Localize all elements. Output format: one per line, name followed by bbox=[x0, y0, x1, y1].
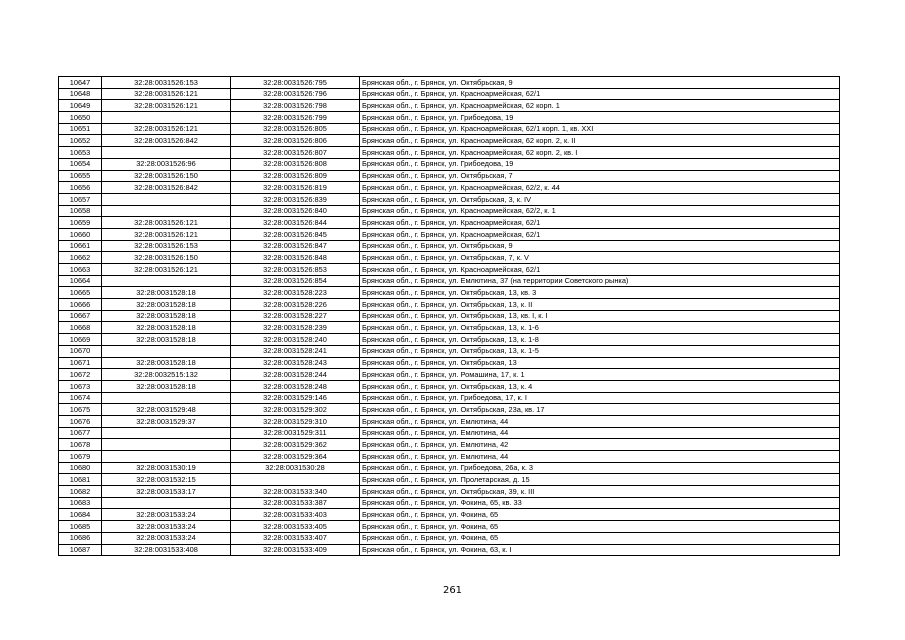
record-number-cell: 10678 bbox=[59, 439, 102, 451]
cadastral-number-cell: 32:28:0031526:840 bbox=[231, 205, 360, 217]
cadastral-number-cell: 32:28:0031526:839 bbox=[231, 193, 360, 205]
table-row bbox=[59, 205, 840, 217]
table-row bbox=[59, 462, 840, 474]
address-cell: Брянская обл., г. Брянск, ул. Октябрьская, 13, к. II bbox=[360, 299, 840, 311]
record-number-cell: 10679 bbox=[59, 451, 102, 463]
record-number-cell: 10668 bbox=[59, 322, 102, 334]
parent-cadastral-number-cell: 32:28:0031528:18 bbox=[102, 299, 231, 311]
address-cell: Брянская обл., г. Брянск, ул. Пролетарская, д. 15 bbox=[360, 474, 840, 486]
record-number-cell: 10664 bbox=[59, 275, 102, 287]
cadastral-number-cell: 32:28:0031526:808 bbox=[231, 158, 360, 170]
address-cell: Брянская обл., г. Брянск, ул. Октябрьская, 7 bbox=[360, 170, 840, 182]
address-cell: Брянская обл., г. Брянск, ул. Ромашина, 17, к. 1 bbox=[360, 369, 840, 381]
address-cell: Брянская обл., г. Брянск, ул. Октябрьская, 3, к. IV bbox=[360, 193, 840, 205]
table-row bbox=[59, 380, 840, 392]
cadastral-number-cell: 32:28:0031526:807 bbox=[231, 147, 360, 159]
table-row bbox=[59, 100, 840, 112]
table-row bbox=[59, 392, 840, 404]
parent-cadastral-number-cell: 32:28:0031526:121 bbox=[102, 123, 231, 135]
address-cell: Брянская обл., г. Брянск, ул. Красноармейская, 62/2, к. 44 bbox=[360, 182, 840, 194]
cadastral-number-cell: 32:28:0031526:805 bbox=[231, 123, 360, 135]
parent-cadastral-number-cell bbox=[102, 427, 231, 439]
record-number-cell: 10682 bbox=[59, 486, 102, 498]
parent-cadastral-number-cell: 32:28:0031526:96 bbox=[102, 158, 231, 170]
address-cell: Брянская обл., г. Брянск, ул. Октябрьская, 13, к. 1-6 bbox=[360, 322, 840, 334]
table-row bbox=[59, 147, 840, 159]
address-cell: Брянская обл., г. Брянск, ул. Октябрьская, 13, к. 4 bbox=[360, 380, 840, 392]
table-row bbox=[59, 439, 840, 451]
parent-cadastral-number-cell: 32:28:0031528:18 bbox=[102, 310, 231, 322]
address-cell: Брянская обл., г. Брянск, ул. Фокина, 65 bbox=[360, 532, 840, 544]
cadastral-number-cell: 32:28:0031526:854 bbox=[231, 275, 360, 287]
table-row bbox=[59, 252, 840, 264]
cadastral-number-cell: 32:28:0031528:243 bbox=[231, 357, 360, 369]
parent-cadastral-number-cell: 32:28:0031533:24 bbox=[102, 532, 231, 544]
parent-cadastral-number-cell: 32:28:0031526:842 bbox=[102, 182, 231, 194]
address-cell: Брянская обл., г. Брянск, ул. Фокина, 65 bbox=[360, 509, 840, 521]
record-number-cell: 10675 bbox=[59, 404, 102, 416]
cadastral-number-cell: 32:28:0031529:310 bbox=[231, 415, 360, 427]
parent-cadastral-number-cell: 32:28:0031526:153 bbox=[102, 77, 231, 89]
address-cell: Брянская обл., г. Брянск, ул. Красноармейская, 62/1 bbox=[360, 88, 840, 100]
record-number-cell: 10666 bbox=[59, 299, 102, 311]
cadastral-number-cell: 32:28:0031526:819 bbox=[231, 182, 360, 194]
parent-cadastral-number-cell bbox=[102, 147, 231, 159]
address-cell: Брянская обл., г. Брянск, ул. Октябрьская, 13, кв. I, к. I bbox=[360, 310, 840, 322]
cadastral-number-cell: 32:28:0031526:847 bbox=[231, 240, 360, 252]
record-number-cell: 10667 bbox=[59, 310, 102, 322]
cadastral-number-cell: 32:28:0031528:239 bbox=[231, 322, 360, 334]
table-row bbox=[59, 158, 840, 170]
record-number-cell: 10649 bbox=[59, 100, 102, 112]
table-row bbox=[59, 451, 840, 463]
parent-cadastral-number-cell bbox=[102, 439, 231, 451]
table-row bbox=[59, 193, 840, 205]
record-number-cell: 10686 bbox=[59, 532, 102, 544]
table-row bbox=[59, 275, 840, 287]
property-registry-table bbox=[58, 76, 840, 556]
parent-cadastral-number-cell: 32:28:0031532:15 bbox=[102, 474, 231, 486]
cadastral-number-cell: 32:28:0031533:405 bbox=[231, 521, 360, 533]
record-number-cell: 10650 bbox=[59, 112, 102, 124]
address-cell: Брянская обл., г. Брянск, ул. Октябрьская, 7, к. V bbox=[360, 252, 840, 264]
cadastral-number-cell: 32:28:0031533:403 bbox=[231, 509, 360, 521]
record-number-cell: 10652 bbox=[59, 135, 102, 147]
address-cell: Брянская обл., г. Брянск, ул. Красноармейская, 62 корп. 1 bbox=[360, 100, 840, 112]
table-row bbox=[59, 170, 840, 182]
parent-cadastral-number-cell: 32:28:0031528:18 bbox=[102, 334, 231, 346]
cadastral-number-cell: 32:28:0031529:362 bbox=[231, 439, 360, 451]
cadastral-number-cell: 32:28:0031533:387 bbox=[231, 497, 360, 509]
parent-cadastral-number-cell bbox=[102, 345, 231, 357]
cadastral-number-cell: 32:28:0031526:795 bbox=[231, 77, 360, 89]
address-cell: Брянская обл., г. Брянск, ул. Грибоедова, 19 bbox=[360, 158, 840, 170]
table-row bbox=[59, 264, 840, 276]
record-number-cell: 10659 bbox=[59, 217, 102, 229]
table-row bbox=[59, 310, 840, 322]
address-cell: Брянская обл., г. Брянск, ул. Фокина, 65, кв. 33 bbox=[360, 497, 840, 509]
address-cell: Брянская обл., г. Брянск, ул. Емлютина, 44 bbox=[360, 451, 840, 463]
address-cell: Брянская обл., г. Брянск, ул. Красноармейская, 62 корп. 2, к. II bbox=[360, 135, 840, 147]
cadastral-number-cell: 32:28:0031533:407 bbox=[231, 532, 360, 544]
cadastral-number-cell: 32:28:0031528:248 bbox=[231, 380, 360, 392]
address-cell: Брянская обл., г. Брянск, ул. Емлютина, 37 (на территории Советского рынка) bbox=[360, 275, 840, 287]
record-number-cell: 10672 bbox=[59, 369, 102, 381]
address-cell: Брянская обл., г. Брянск, ул. Октябрьская, 13, к. 1-8 bbox=[360, 334, 840, 346]
registry-table-body bbox=[59, 77, 840, 556]
address-cell: Брянская обл., г. Брянск, ул. Красноармейская, 62/1 bbox=[360, 228, 840, 240]
parent-cadastral-number-cell: 32:28:0032515:132 bbox=[102, 369, 231, 381]
parent-cadastral-number-cell: 32:28:0031526:121 bbox=[102, 88, 231, 100]
cadastral-number-cell: 32:28:0031526:798 bbox=[231, 100, 360, 112]
record-number-cell: 10669 bbox=[59, 334, 102, 346]
record-number-cell: 10655 bbox=[59, 170, 102, 182]
parent-cadastral-number-cell: 32:28:0031526:842 bbox=[102, 135, 231, 147]
parent-cadastral-number-cell bbox=[102, 392, 231, 404]
table-row bbox=[59, 135, 840, 147]
parent-cadastral-number-cell: 32:28:0031526:121 bbox=[102, 228, 231, 240]
table-row bbox=[59, 123, 840, 135]
address-cell: Брянская обл., г. Брянск, ул. Фокина, 63, к. I bbox=[360, 544, 840, 556]
table-row bbox=[59, 182, 840, 194]
record-number-cell: 10660 bbox=[59, 228, 102, 240]
table-row bbox=[59, 497, 840, 509]
table-row bbox=[59, 369, 840, 381]
table-row bbox=[59, 486, 840, 498]
table-row bbox=[59, 228, 840, 240]
address-cell: Брянская обл., г. Брянск, ул. Красноармейская, 62/1 bbox=[360, 217, 840, 229]
address-cell: Брянская обл., г. Брянск, ул. Октябрьская, 9 bbox=[360, 77, 840, 89]
record-number-cell: 10654 bbox=[59, 158, 102, 170]
parent-cadastral-number-cell: 32:28:0031526:150 bbox=[102, 170, 231, 182]
address-cell: Брянская обл., г. Брянск, ул. Октябрьская, 39, к. III bbox=[360, 486, 840, 498]
table-row bbox=[59, 427, 840, 439]
record-number-cell: 10685 bbox=[59, 521, 102, 533]
record-number-cell: 10671 bbox=[59, 357, 102, 369]
table-row bbox=[59, 287, 840, 299]
address-cell: Брянская обл., г. Брянск, ул. Октябрьская, 23а, кв. 17 bbox=[360, 404, 840, 416]
record-number-cell: 10647 bbox=[59, 77, 102, 89]
record-number-cell: 10676 bbox=[59, 415, 102, 427]
record-number-cell: 10673 bbox=[59, 380, 102, 392]
table-row bbox=[59, 322, 840, 334]
cadastral-number-cell: 32:28:0031533:409 bbox=[231, 544, 360, 556]
cadastral-number-cell: 32:28:0031528:223 bbox=[231, 287, 360, 299]
parent-cadastral-number-cell bbox=[102, 205, 231, 217]
address-cell: Брянская обл., г. Брянск, ул. Октябрьская, 9 bbox=[360, 240, 840, 252]
address-cell: Брянская обл., г. Брянск, ул. Октябрьская, 13 bbox=[360, 357, 840, 369]
table-row bbox=[59, 521, 840, 533]
parent-cadastral-number-cell: 32:28:0031526:121 bbox=[102, 217, 231, 229]
parent-cadastral-number-cell: 32:28:0031526:121 bbox=[102, 100, 231, 112]
table-row bbox=[59, 357, 840, 369]
table-row bbox=[59, 299, 840, 311]
parent-cadastral-number-cell: 32:28:0031533:24 bbox=[102, 509, 231, 521]
record-number-cell: 10665 bbox=[59, 287, 102, 299]
cadastral-number-cell: 32:28:0031528:241 bbox=[231, 345, 360, 357]
record-number-cell: 10662 bbox=[59, 252, 102, 264]
cadastral-number-cell: 32:28:0031528:244 bbox=[231, 369, 360, 381]
address-cell: Брянская обл., г. Брянск, ул. Красноармейская, 62/2, к. 1 bbox=[360, 205, 840, 217]
cadastral-number-cell: 32:28:0031526:845 bbox=[231, 228, 360, 240]
cadastral-number-cell: 32:28:0031528:227 bbox=[231, 310, 360, 322]
table-row bbox=[59, 544, 840, 556]
record-number-cell: 10661 bbox=[59, 240, 102, 252]
parent-cadastral-number-cell: 32:28:0031533:24 bbox=[102, 521, 231, 533]
cadastral-number-cell: 32:28:0031526:799 bbox=[231, 112, 360, 124]
record-number-cell: 10684 bbox=[59, 509, 102, 521]
cadastral-number-cell: 32:28:0031533:340 bbox=[231, 486, 360, 498]
record-number-cell: 10674 bbox=[59, 392, 102, 404]
table-row bbox=[59, 404, 840, 416]
table-row bbox=[59, 334, 840, 346]
parent-cadastral-number-cell bbox=[102, 451, 231, 463]
cadastral-number-cell: 32:28:0031526:809 bbox=[231, 170, 360, 182]
cadastral-number-cell: 32:28:0031529:146 bbox=[231, 392, 360, 404]
cadastral-number-cell: 32:28:0031530:28 bbox=[231, 462, 360, 474]
parent-cadastral-number-cell bbox=[102, 497, 231, 509]
parent-cadastral-number-cell: 32:28:0031529:37 bbox=[102, 415, 231, 427]
cadastral-number-cell: 32:28:0031528:226 bbox=[231, 299, 360, 311]
parent-cadastral-number-cell: 32:28:0031526:150 bbox=[102, 252, 231, 264]
address-cell: Брянская обл., г. Брянск, ул. Фокина, 65 bbox=[360, 521, 840, 533]
cadastral-number-cell: 32:28:0031529:311 bbox=[231, 427, 360, 439]
record-number-cell: 10651 bbox=[59, 123, 102, 135]
address-cell: Брянская обл., г. Брянск, ул. Красноармейская, 62/1 корп. 1, кв. XXI bbox=[360, 123, 840, 135]
parent-cadastral-number-cell: 32:28:0031528:18 bbox=[102, 380, 231, 392]
record-number-cell: 10657 bbox=[59, 193, 102, 205]
address-cell: Брянская обл., г. Брянск, ул. Емлютина, 44 bbox=[360, 415, 840, 427]
parent-cadastral-number-cell: 32:28:0031526:121 bbox=[102, 264, 231, 276]
address-cell: Брянская обл., г. Брянск, ул. Емлютина, 44 bbox=[360, 427, 840, 439]
parent-cadastral-number-cell: 32:28:0031528:18 bbox=[102, 322, 231, 334]
parent-cadastral-number-cell: 32:28:0031526:153 bbox=[102, 240, 231, 252]
cadastral-number-cell: 32:28:0031526:806 bbox=[231, 135, 360, 147]
address-cell: Брянская обл., г. Брянск, ул. Грибоедова, 19 bbox=[360, 112, 840, 124]
table-row bbox=[59, 112, 840, 124]
cadastral-number-cell: 32:28:0031529:364 bbox=[231, 451, 360, 463]
address-cell: Брянская обл., г. Брянск, ул. Октябрьская, 13, к. 1-5 bbox=[360, 345, 840, 357]
address-cell: Брянская обл., г. Брянск, ул. Октябрьская, 13, кв. 3 bbox=[360, 287, 840, 299]
record-number-cell: 10656 bbox=[59, 182, 102, 194]
parent-cadastral-number-cell bbox=[102, 112, 231, 124]
record-number-cell: 10658 bbox=[59, 205, 102, 217]
cadastral-number-cell: 32:28:0031526:853 bbox=[231, 264, 360, 276]
parent-cadastral-number-cell: 32:28:0031528:18 bbox=[102, 357, 231, 369]
cadastral-number-cell: 32:28:0031526:796 bbox=[231, 88, 360, 100]
parent-cadastral-number-cell: 32:28:0031533:408 bbox=[102, 544, 231, 556]
parent-cadastral-number-cell: 32:28:0031529:48 bbox=[102, 404, 231, 416]
address-cell: Брянская обл., г. Брянск, ул. Красноармейская, 62/1 bbox=[360, 264, 840, 276]
record-number-cell: 10670 bbox=[59, 345, 102, 357]
record-number-cell: 10680 bbox=[59, 462, 102, 474]
cadastral-number-cell: 32:28:0031526:844 bbox=[231, 217, 360, 229]
address-cell: Брянская обл., г. Брянск, ул. Емлютина, 42 bbox=[360, 439, 840, 451]
parent-cadastral-number-cell: 32:28:0031528:18 bbox=[102, 287, 231, 299]
table-row bbox=[59, 345, 840, 357]
table-row bbox=[59, 509, 840, 521]
record-number-cell: 10683 bbox=[59, 497, 102, 509]
address-cell: Брянская обл., г. Брянск, ул. Грибоедова, 26а, к. 3 bbox=[360, 462, 840, 474]
parent-cadastral-number-cell bbox=[102, 275, 231, 287]
cadastral-number-cell: 32:28:0031528:240 bbox=[231, 334, 360, 346]
table-row bbox=[59, 217, 840, 229]
record-number-cell: 10653 bbox=[59, 147, 102, 159]
record-number-cell: 10648 bbox=[59, 88, 102, 100]
table-row bbox=[59, 88, 840, 100]
address-cell: Брянская обл., г. Брянск, ул. Грибоедова, 17, к. I bbox=[360, 392, 840, 404]
cadastral-number-cell: 32:28:0031529:302 bbox=[231, 404, 360, 416]
cadastral-number-cell bbox=[231, 474, 360, 486]
parent-cadastral-number-cell bbox=[102, 193, 231, 205]
page-number: 261 bbox=[442, 585, 463, 596]
parent-cadastral-number-cell: 32:28:0031533:17 bbox=[102, 486, 231, 498]
record-number-cell: 10663 bbox=[59, 264, 102, 276]
record-number-cell: 10681 bbox=[59, 474, 102, 486]
table-row bbox=[59, 240, 840, 252]
table-row bbox=[59, 415, 840, 427]
table-row bbox=[59, 474, 840, 486]
parent-cadastral-number-cell: 32:28:0031530:19 bbox=[102, 462, 231, 474]
record-number-cell: 10677 bbox=[59, 427, 102, 439]
cadastral-number-cell: 32:28:0031526:848 bbox=[231, 252, 360, 264]
record-number-cell: 10687 bbox=[59, 544, 102, 556]
table-row bbox=[59, 77, 840, 89]
address-cell: Брянская обл., г. Брянск, ул. Красноармейская, 62 корп. 2, кв. I bbox=[360, 147, 840, 159]
table-row bbox=[59, 532, 840, 544]
